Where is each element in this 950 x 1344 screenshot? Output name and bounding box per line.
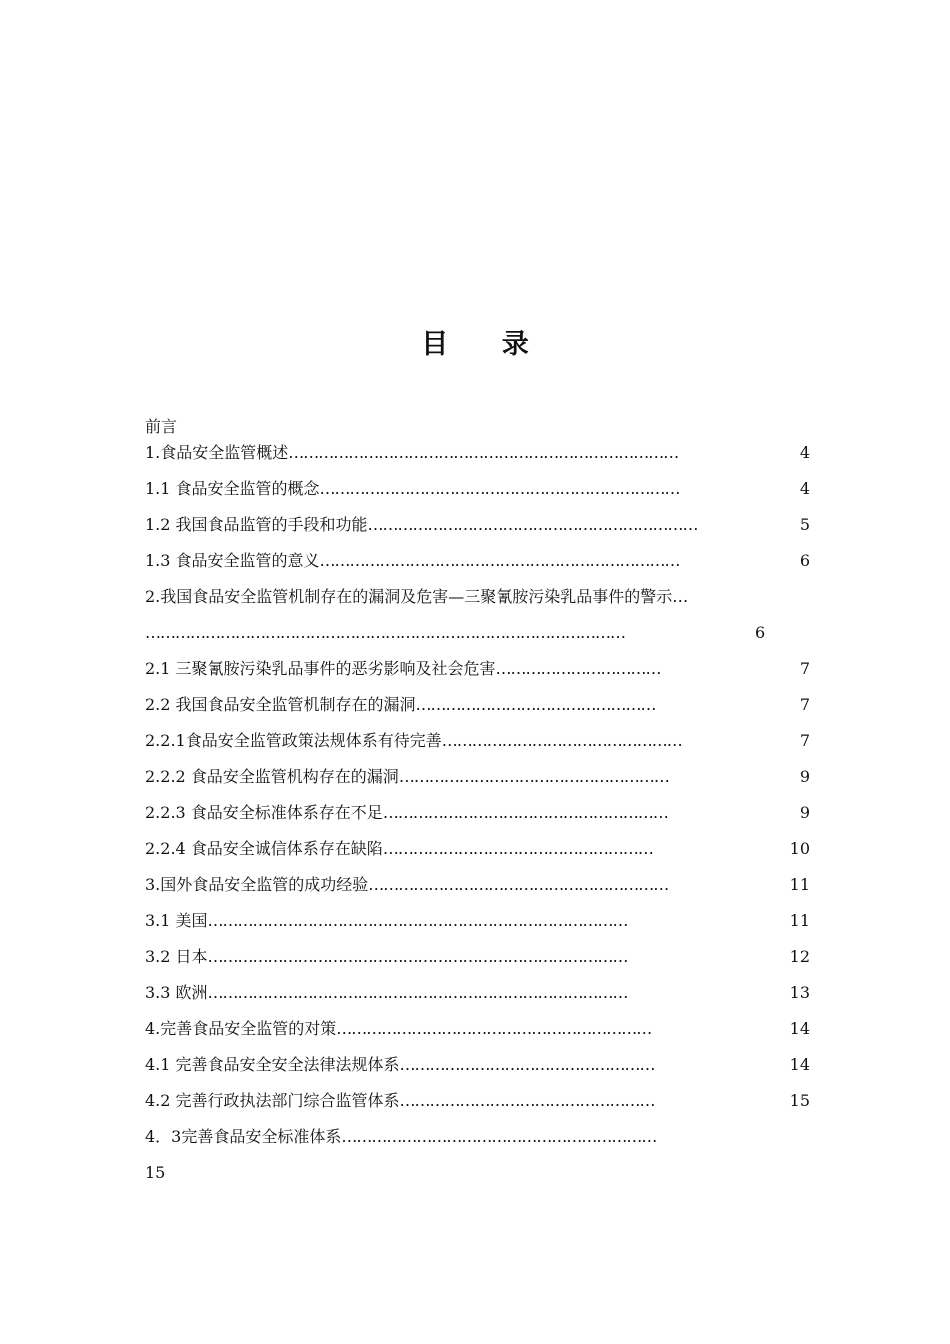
toc-entry-label: 4.2 完善行政执法部门综合监管体系 (145, 1091, 400, 1110)
toc-entry-label: 2.2.3 食品安全标准体系存在不足 (145, 803, 383, 822)
toc-entry-label: 2.2.4 食品安全诚信体系存在缺陷 (145, 839, 383, 858)
toc-page-number: 14 (789, 1019, 810, 1038)
toc-page-number: 6 (799, 551, 810, 570)
toc-entry-label: 2.1 三聚氰胺污染乳品事件的恶劣影响及社会危害 (145, 659, 496, 678)
toc-entry-label: 前言 (145, 417, 178, 436)
toc-leader-dots: …………………………………………………………………………………… (145, 623, 625, 642)
toc-page-number: 9 (799, 803, 810, 822)
toc-entry (145, 440, 810, 466)
toc-entry (145, 1016, 810, 1042)
toc-page-number: 4 (799, 443, 810, 462)
toc-entry-label: 2.2 我国食品安全监管机制存在的漏洞 (145, 695, 416, 714)
toc-leader-dots: ……………………………………………… (382, 839, 653, 858)
toc-entry-label: 3.国外食品安全监管的成功经验 (145, 875, 369, 894)
toc-leader-dots: ……………………………………………………………… (319, 479, 680, 498)
toc-entry (145, 692, 810, 718)
toc-entry-label: 4.1 完善食品安全安全法律法规体系 (145, 1055, 400, 1074)
toc-entry (145, 836, 810, 862)
toc-page-number: 15 (789, 1091, 810, 1110)
toc-leader-dots: ……………………………………………… (398, 767, 669, 786)
toc-entry (145, 764, 810, 790)
toc-entry-label: 1.食品安全监管概述 (145, 443, 289, 462)
toc-leader-dots: ………………………………………………………………………… (207, 911, 628, 930)
toc-page-number: 11 (789, 875, 810, 894)
toc-entry (145, 656, 810, 682)
toc-page-number: 14 (789, 1055, 810, 1074)
toc-entry-label: 2.2.1食品安全监管政策法规体系有待完善 (145, 731, 442, 750)
toc-page-number: 10 (789, 839, 810, 858)
toc-leader-dots: ………………………………………………… (382, 803, 668, 822)
toc-leader-dots: …………………………………………… (399, 1055, 655, 1074)
toc-entry-label: 1.1 食品安全监管的概念 (145, 479, 320, 498)
toc-leader-dots: ………………………………………………………………………… (207, 983, 628, 1002)
toc-entry-label: 1.3 食品安全监管的意义 (145, 551, 320, 570)
toc-leader-dots: …………………………………………………… (368, 875, 669, 894)
toc-page-number: 4 (799, 479, 810, 498)
toc-entry-label: 2.2.2 食品安全监管机构存在的漏洞 (145, 767, 399, 786)
toc-leader-dots: ………………………………………… (441, 731, 682, 750)
toc-entry-label: 4．3完善食品安全标准体系 (145, 1127, 342, 1146)
toc-entry (145, 620, 810, 646)
toc-page-number: 7 (799, 695, 810, 714)
toc-entry (145, 1160, 810, 1186)
toc-entry (145, 1088, 810, 1114)
toc-page-number: 5 (799, 515, 810, 534)
toc-entry (145, 414, 810, 440)
toc-leader-dots: ……………………………………………………………… (319, 551, 680, 570)
toc-entry (145, 908, 810, 934)
toc-entry-label: 3.2 日本 (145, 947, 208, 966)
toc-entry-label: 3.1 美国 (145, 911, 208, 930)
toc-entry (145, 800, 810, 826)
toc-entry (145, 872, 810, 898)
toc-entry (145, 728, 810, 754)
toc-entry (145, 584, 810, 610)
toc-page-number: 7 (799, 659, 810, 678)
toc-leader-dots: …………………………………………………………………… (288, 443, 679, 462)
toc-page-number: 12 (789, 947, 810, 966)
toc-entry (145, 512, 810, 538)
toc-leader-dots: ……………………………………………………… (336, 1019, 652, 1038)
toc-leader-dots: ………………………………………………………… (367, 515, 698, 534)
toc-leader-dots: ………………………………………… (415, 695, 656, 714)
toc-page-number: 11 (789, 911, 810, 930)
toc-entry (145, 1052, 810, 1078)
page-title: 目 录 (421, 329, 551, 360)
toc-entry-label: 2.我国食品安全监管机制存在的漏洞及危害—三聚氰胺污染乳品事件的警示… (145, 587, 689, 606)
toc-leader-dots: …………………………………………… (399, 1091, 655, 1110)
toc-entry (145, 476, 810, 502)
toc-page-number: 7 (799, 731, 810, 750)
toc-leader-dots: …………………………… (495, 659, 661, 678)
toc-page-number: 9 (799, 767, 810, 786)
toc-entry-label: 4.完善食品安全监管的对策 (145, 1019, 337, 1038)
toc-leader-dots: ………………………………………………………………………… (207, 947, 628, 966)
toc-leader-dots: ……………………………………………………… (341, 1127, 657, 1146)
toc-entry-label: 1.2 我国食品监管的手段和功能 (145, 515, 368, 534)
toc-page-number: 6 (755, 623, 766, 642)
toc-entry (145, 1124, 810, 1150)
toc-entry (145, 980, 810, 1006)
toc-page-number: 13 (789, 983, 810, 1002)
toc-entry (145, 944, 810, 970)
toc-entry-label: 3.3 欧洲 (145, 983, 208, 1002)
toc-entry (145, 548, 810, 574)
toc-entry-label: 15 (145, 1163, 166, 1182)
